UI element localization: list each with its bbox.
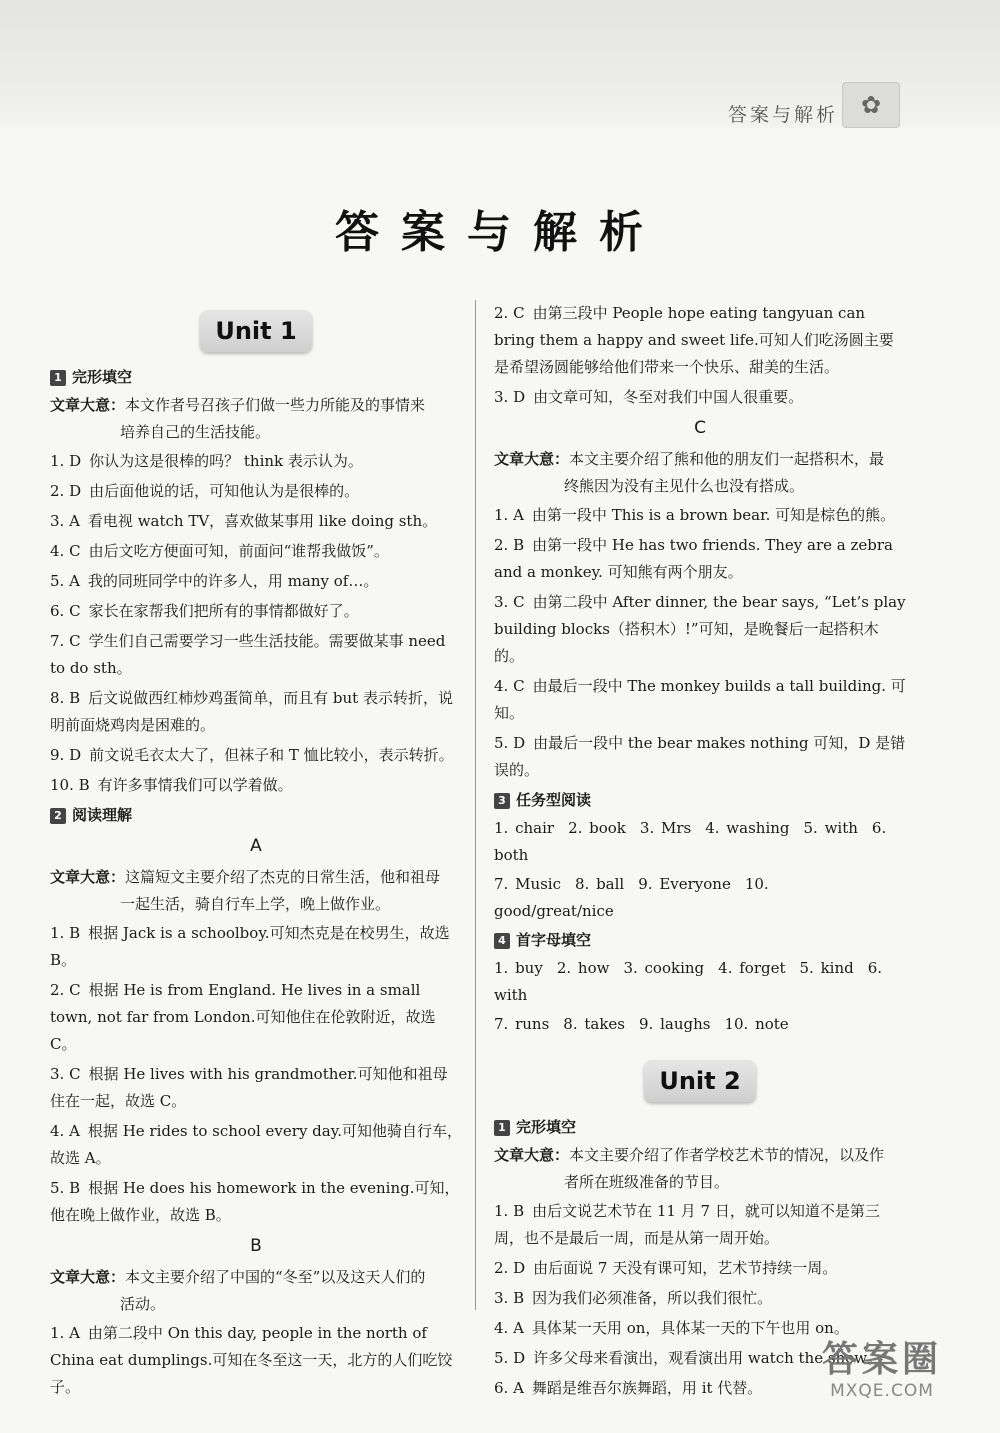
answer-key: 2. B (494, 536, 525, 554)
section-title: 完形填空 (516, 1118, 577, 1136)
answer-key: 10. B (50, 776, 90, 794)
section-number-icon: 4 (494, 933, 510, 949)
passage-summary (50, 1264, 462, 1318)
answer-word: 3. cooking (623, 959, 705, 977)
section-heading (494, 1114, 906, 1141)
answer-explanation: 看电视 watch TV，喜欢做某事用 like doing sth。 (87, 512, 438, 530)
answer-key: 4. A (494, 1319, 524, 1337)
answer-explanation: 由第一段中 This is a brown bear. 可知是棕色的熊。 (531, 506, 896, 524)
section-number-icon: 1 (494, 1120, 510, 1136)
page-title: 答案与解析 (335, 207, 665, 258)
summary-text: 培养自己的生活技能。 (120, 423, 271, 441)
answer-item (50, 1175, 462, 1229)
answer-list (494, 300, 906, 411)
summary-text: 活动。 (120, 1295, 166, 1313)
answer-explanation: 由第一段中 He has two friends. They are a zebra and a monkey. 可知熊有两个朋友。 (494, 536, 893, 581)
answer-explanation: 由第二段中 After dinner, the bear says, “Let’s play building blocks（搭积木）!”可知，是晚餐后一起搭积木的。 (494, 593, 906, 665)
answer-key: 3. A (50, 512, 80, 530)
answer-key: 2. D (50, 482, 82, 500)
answer-item (494, 300, 906, 381)
answer-key: 8. B (50, 689, 81, 707)
answer-explanation: 前文说毛衣太大了，但袜子和 T 恤比较小，表示转折。 (89, 746, 454, 764)
answer-word: 7. runs (494, 1015, 550, 1033)
answer-explanation: 由后面他说的话，可知他认为是很棒的。 (89, 482, 360, 500)
section-heading (494, 787, 906, 814)
answer-word: 1. chair (494, 819, 555, 837)
answer-item (494, 1285, 906, 1312)
answer-explanation: 家长在家帮我们把所有的事情都做好了。 (88, 602, 359, 620)
unit-1-badge: Unit 1 (200, 310, 312, 352)
answer-explanation: 根据 He rides to school every day.可知他骑自行车，故选 A。 (50, 1122, 462, 1167)
answer-item (494, 673, 906, 727)
answer-list (50, 920, 462, 1229)
answer-key: 3. C (494, 593, 525, 611)
answer-key: 3. B (494, 1289, 525, 1307)
answer-list (50, 1320, 462, 1401)
answer-word: 6. both (494, 819, 887, 864)
answer-key: 4. C (494, 677, 525, 695)
answer-key: 2. D (494, 1259, 526, 1277)
answer-explanation: 由第三段中 People hope eating tangyuan can bring them a happy and sweet life.可知人们吃汤圆主要是希望汤圆能够给他们带来一个快乐、甜美的生活。 (494, 304, 894, 376)
answer-word: 10. note (724, 1015, 789, 1033)
answer-explanation: 根据 He does his homework in the evening.可知，他在晚上做作业，故选 B。 (50, 1179, 460, 1224)
answer-word: 6. with (494, 959, 883, 1004)
passage-summary (50, 392, 462, 446)
answer-key: 6. C (50, 602, 81, 620)
answer-item (494, 384, 906, 411)
answer-item (50, 1320, 462, 1401)
answer-row (494, 815, 906, 869)
left-column (50, 300, 462, 1404)
answer-row (494, 871, 906, 925)
answer-item (50, 598, 462, 625)
section-number-icon: 3 (494, 793, 510, 809)
answer-item (50, 478, 462, 505)
answer-key: 4. A (50, 1122, 80, 1140)
passage-heading: C (694, 418, 706, 438)
answer-list (50, 448, 462, 799)
answer-explanation: 由文章可知，冬至对我们中国人很重要。 (533, 388, 804, 406)
answer-explanation: 根据 Jack is a schoolboy.可知杰克是在校男生，故选 B。 (50, 924, 450, 969)
answer-item (494, 1255, 906, 1282)
answer-explanation: 由后文吃方便面可知，前面问“谁帮我做饭”。 (88, 542, 389, 560)
summary-text: 本文主要介绍了中国的“冬至”以及这天人们的 (125, 1268, 426, 1286)
answer-key: 3. D (494, 388, 526, 406)
passage-heading: A (250, 836, 262, 856)
answer-word: 9. Everyone (638, 875, 731, 893)
answer-key: 7. C (50, 632, 81, 650)
column-divider (475, 300, 476, 1310)
section-heading (494, 927, 906, 954)
answer-explanation: 我的同班同学中的许多人，用 many of…。 (87, 572, 379, 590)
answer-key: 1. B (50, 924, 81, 942)
answer-item (494, 502, 906, 529)
answer-row (494, 955, 906, 1009)
answer-explanation: 由第二段中 On this day, people in the north of China eat dumplings.可知在冬至这一天，北方的人们吃饺子。 (50, 1324, 453, 1396)
answer-explanation: 根据 He lives with his grandmother.可知他和祖母住在一起，故选 C。 (50, 1065, 448, 1110)
summary-label: 文章大意： (50, 1268, 126, 1286)
answer-explanation: 有许多事情我们可以学着做。 (97, 776, 293, 794)
answer-item (50, 568, 462, 595)
section-title: 任务型阅读 (516, 791, 592, 809)
summary-label: 文章大意： (494, 450, 570, 468)
summary-text: 本文主要介绍了作者学校艺术节的情况，以及作 (569, 1146, 885, 1164)
section-heading (50, 364, 462, 391)
header-logo-icon: ✿ (842, 82, 900, 128)
summary-text: 这篇短文主要介绍了杰克的日常生活，他和祖母 (125, 868, 441, 886)
answer-item (494, 730, 906, 784)
answer-key: 6. A (494, 1379, 524, 1397)
answer-item (50, 508, 462, 535)
passage-summary (494, 446, 906, 500)
answer-item (50, 1118, 462, 1172)
running-header: 答案与解析 (727, 104, 838, 126)
passage-heading: B (250, 1236, 262, 1256)
answer-item (50, 772, 462, 799)
section-heading (50, 802, 462, 829)
answer-word: 4. washing (705, 819, 790, 837)
answer-key: 5. B (50, 1179, 81, 1197)
answer-key: 5. D (494, 734, 526, 752)
answer-key: 1. D (50, 452, 82, 470)
answer-word: 10. good/great/nice (494, 875, 769, 920)
answer-word: 9. laughs (639, 1015, 711, 1033)
answer-explanation: 根据 He is from England. He lives in a small town, not far from London.可知他住在伦敦附近，故选 C。 (50, 981, 436, 1053)
answer-key: 5. D (494, 1349, 526, 1367)
summary-text: 终熊因为没有主见什么也没有搭成。 (564, 477, 805, 495)
answer-item (50, 1061, 462, 1115)
answer-item (50, 920, 462, 974)
answer-word: 4. forget (718, 959, 786, 977)
answer-explanation: 许多父母来看演出，观看演出用 watch the show。 (533, 1349, 883, 1367)
answer-item (494, 1315, 906, 1342)
answer-item (494, 589, 906, 670)
answer-key: 3. C (50, 1065, 81, 1083)
answer-word: 5. with (803, 819, 858, 837)
answer-key: 1. B (494, 1202, 525, 1220)
answer-word: 7. Music (494, 875, 561, 893)
section-title: 首字母填空 (516, 931, 592, 949)
answer-explanation: 由后文说艺术节在 11 月 7 日，就可以知道不是第三周，也不是最后一周，而是从第一周开始。 (494, 1202, 880, 1247)
answer-key: 9. D (50, 746, 82, 764)
answer-key: 1. A (494, 506, 524, 524)
answer-explanation: 后文说做西红柿炒鸡蛋简单，而且有 but 表示转折，说明前面烧鸡肉是困难的。 (50, 689, 453, 734)
summary-label: 文章大意： (50, 868, 126, 886)
answer-explanation: 具体某一天用 on，具体某一天的下午也用 on。 (531, 1319, 849, 1337)
summary-label: 文章大意： (494, 1146, 570, 1164)
section-number-icon: 2 (50, 808, 66, 824)
watermark-text: 答案圈 (821, 1339, 942, 1380)
answer-row (494, 1011, 906, 1038)
answer-explanation: 由最后一段中 The monkey builds a tall building. 可知。 (494, 677, 906, 722)
answer-item (50, 685, 462, 739)
watermark-url: MXQE.COM (830, 1381, 934, 1401)
summary-text: 一起生活，骑自行车上学，晚上做作业。 (120, 895, 391, 913)
answer-item (50, 977, 462, 1058)
summary-label: 文章大意： (50, 396, 126, 414)
answer-key: 1. A (50, 1324, 80, 1342)
answer-key: 4. C (50, 542, 81, 560)
passage-summary (494, 1142, 906, 1196)
answer-explanation: 学生们自己需要学习一些生活技能。需要做某事 need to do sth。 (50, 632, 446, 677)
answer-explanation: 你认为这是很棒的吗？ think 表示认为。 (89, 452, 363, 470)
answer-word: 2. book (568, 819, 626, 837)
right-column (494, 300, 906, 1405)
answer-key: 5. A (50, 572, 80, 590)
answer-explanation: 由最后一段中 the bear makes nothing 可知，D 是错误的。 (494, 734, 906, 779)
section-title: 阅读理解 (72, 806, 133, 824)
answer-word: 3. Mrs (639, 819, 692, 837)
answer-explanation: 由后面说 7 天没有课可知，艺术节持续一周。 (533, 1259, 838, 1277)
answer-item (50, 538, 462, 565)
answer-word: 1. buy (494, 959, 543, 977)
answer-explanation: 舞蹈是维吾尔族舞蹈，用 it 代替。 (531, 1379, 763, 1397)
unit-2-badge: Unit 2 (644, 1060, 756, 1102)
summary-text: 者所在班级准备的节目。 (564, 1173, 730, 1191)
passage-summary (50, 864, 462, 918)
answer-item (50, 628, 462, 682)
answer-word: 2. how (556, 959, 610, 977)
answer-explanation: 因为我们必须准备，所以我们很忙。 (532, 1289, 773, 1307)
answer-item (494, 532, 906, 586)
answer-item (50, 742, 462, 769)
watermark-logo (792, 1339, 972, 1409)
answer-word: 8. ball (575, 875, 625, 893)
answer-key: 2. C (50, 981, 81, 999)
answer-word: 8. takes (563, 1015, 625, 1033)
summary-text: 本文作者号召孩子们做一些力所能及的事情来 (125, 396, 426, 414)
section-number-icon: 1 (50, 370, 66, 386)
summary-text: 本文主要介绍了熊和他的朋友们一起搭积木，最 (569, 450, 885, 468)
answer-item (494, 1198, 906, 1252)
section-title: 完形填空 (72, 368, 133, 386)
answer-key: 2. C (494, 304, 525, 322)
answer-word: 5. kind (799, 959, 854, 977)
answer-list (494, 502, 906, 784)
answer-item (50, 448, 462, 475)
